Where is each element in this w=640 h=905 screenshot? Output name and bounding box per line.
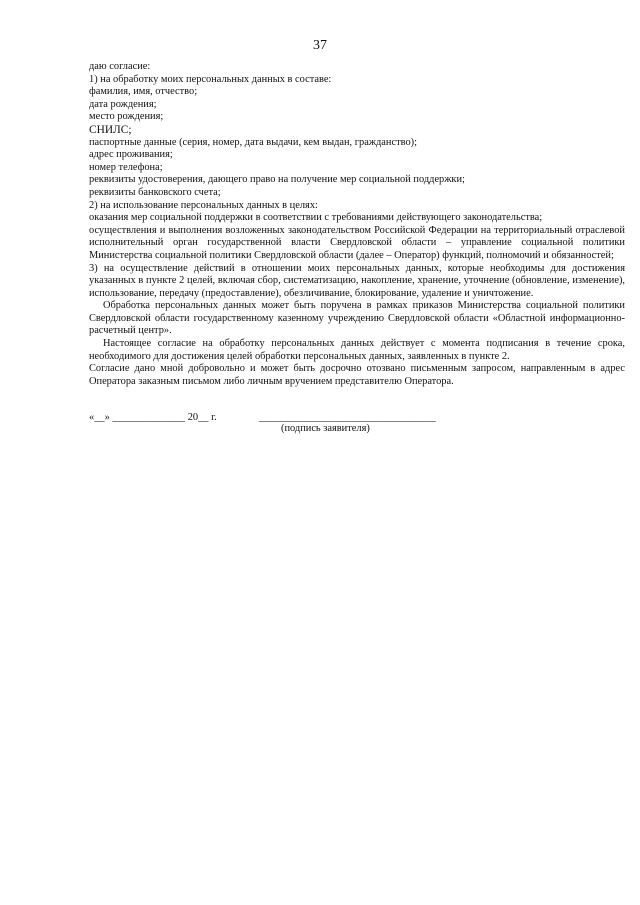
data-item-bank-account: реквизиты банковского счета; [89,186,221,198]
page-number: 37 [313,38,327,53]
data-item-certificate: реквизиты удостоверения, дающего право на получение мер социальной поддержки; [89,174,465,186]
data-item-full-name: фамилия, имя, отчество; [89,86,198,98]
signature-caption: (подпись заявителя) [281,423,370,434]
signature-line: __________________________________ [259,412,436,423]
data-item-snils: СНИЛС; [89,123,132,136]
consent-intro: даю согласие: [89,61,151,72]
consent-item-1-heading: 1) на обработку моих персональных данных в составе: [89,73,332,85]
purpose-operator-functions: осуществления и выполнения возложенных законодательством Российской Федерации на территориальный отраслевой исполнительный орган государственной власти Свердловской области – управление социальной политики Министерства социальной политики Свердловской области (далее – Оператор) функций, полномочий и обязанностей; [89,224,625,261]
consent-item-3: 3) на осуществление действий в отношении моих персональных данных, которые необходимы для достижения указанных в пункте 2 целей, включая сбор, систематизацию, накопление, хранение, уточнение (обновление, изменение), использование, передачу (предоставление), обезличивание, блокирование, удаление и уничтожение. [89,262,625,299]
validity-paragraph: Настоящее согласие на обработку персональных данных действует с момента подписания в течение срока, необходимого для достижения целей обработки персональных данных, заявленных в пункте 2. [89,338,625,362]
date-field: «__» ______________ 20__ г. [89,412,217,423]
data-item-passport: паспортные данные (серия, номер, дата выдачи, кем выдан, гражданство); [89,136,417,148]
data-item-birth-place: место рождения; [89,111,164,123]
consent-text-body [89,61,625,388]
delegation-paragraph: Обработка персональных данных может быть поручена в рамках приказов Министерства социальной политики Свердловской области государственному казенному учреждению Свердловской области «Областной информационно-расчетный центр». [89,300,625,337]
consent-item-2-heading: 2) на использование персональных данных в целях: [89,199,318,211]
data-item-address: адрес проживания; [89,149,173,161]
revocation-paragraph: Согласие дано мной добровольно и может быть досрочно отозвано письменным запросом, направленным в адрес Оператора заказным письмом либо личным вручением представителю Оператора. [89,363,625,387]
data-item-phone: номер телефона; [89,161,163,173]
purpose-social-support: оказания мер социальной поддержки в соответствии с требованиями действующего законодательства; [89,212,543,224]
data-item-birth-date: дата рождения; [89,98,157,110]
